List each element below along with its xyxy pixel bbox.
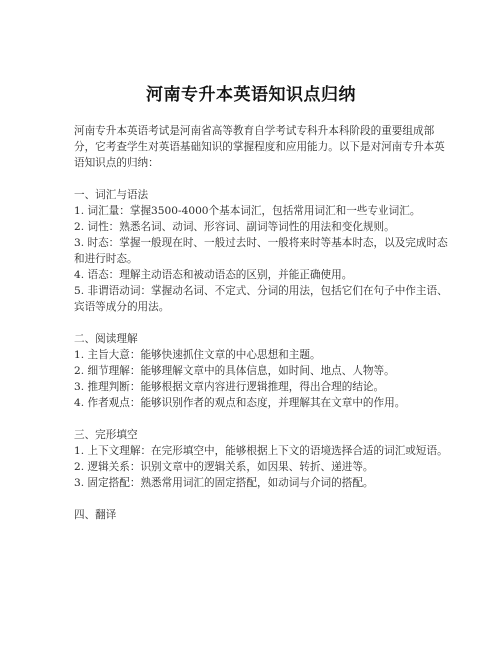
section-list [74,347,454,411]
spacer [74,171,454,187]
item-number: 2. [74,365,85,377]
item-number: 3. [74,381,85,393]
item-number: 4. [74,269,85,281]
document-title: 河南专升本英语知识点归纳 [146,85,356,105]
section-heading: 三、完形填空 [74,429,138,441]
document-body [74,123,454,523]
list-item [74,379,454,395]
section-list [74,443,454,491]
list-item [74,459,454,475]
list-item [74,363,454,379]
item-number: 1. [74,205,85,217]
item-text: 主旨大意：能够快速抓住文章的中心思想和主题。 [87,349,321,361]
list-item [74,219,454,235]
item-text: 细节理解：能够理解文章中的具体信息，如时间、地点、人物等。 [87,365,395,377]
item-text: 上下文理解：在完形填空中，能够根据上下文的语境选择合适的词汇或短语。 [87,445,448,457]
item-text: 逻辑关系：识别文章中的逻辑关系，如因果、转折、递进等。 [87,461,374,473]
spacer [74,315,454,331]
list-item [74,267,454,283]
section-list [74,203,454,315]
item-text: 时态：掌握一般现在时、一般过去时、一般将来时等基本时态，以及完成时态和进行时态。 [74,237,448,265]
section-cloze [74,427,454,491]
list-item [74,235,454,267]
list-item [74,283,454,315]
list-item [74,395,454,411]
item-number: 1. [74,445,85,457]
list-item [74,443,454,459]
item-number: 2. [74,221,85,233]
section-translation [74,507,454,523]
item-number: 2. [74,461,85,473]
item-number: 3. [74,237,85,249]
section-reading [74,331,454,411]
spacer [74,411,454,427]
list-item [74,347,454,363]
intro-paragraph: 河南专升本英语考试是河南省高等教育自学考试专科升本科阶段的重要组成部分，它考查学生对英语基础知识的掌握程度和应用能力。以下是对河南专升本英语知识点的归纳： [74,125,445,169]
item-text: 推理判断：能够根据文章内容进行逻辑推理，得出合理的结论。 [87,381,385,393]
list-item [74,475,454,491]
item-number: 5. [74,285,85,297]
list-item [74,203,454,219]
item-text: 作者观点：能够识别作者的观点和态度，并理解其在文章中的作用。 [87,397,406,409]
item-number: 3. [74,477,85,489]
spacer [74,491,454,507]
section-heading: 四、翻译 [74,509,117,521]
section-heading: 二、阅读理解 [74,333,138,345]
item-number: 4. [74,397,85,409]
item-text: 词汇量：掌握3500-4000个基本词汇，包括常用词汇和一些专业词汇。 [87,205,421,217]
section-heading: 一、词汇与语法 [74,189,149,201]
item-text: 固定搭配：熟悉常用词汇的固定搭配，如动词与介词的搭配。 [87,477,374,489]
section-vocabulary-grammar [74,187,454,315]
item-text: 语态：理解主动语态和被动语态的区别，并能正确使用。 [87,269,353,281]
item-text: 词性：熟悉名词、动词、形容词、副词等词性的用法和变化规则。 [87,221,395,233]
item-text: 非谓语动词：掌握动名词、不定式、分词的用法，包括它们在句子中作主语、宾语等成分的用法。 [74,285,448,313]
item-number: 1. [74,349,85,361]
